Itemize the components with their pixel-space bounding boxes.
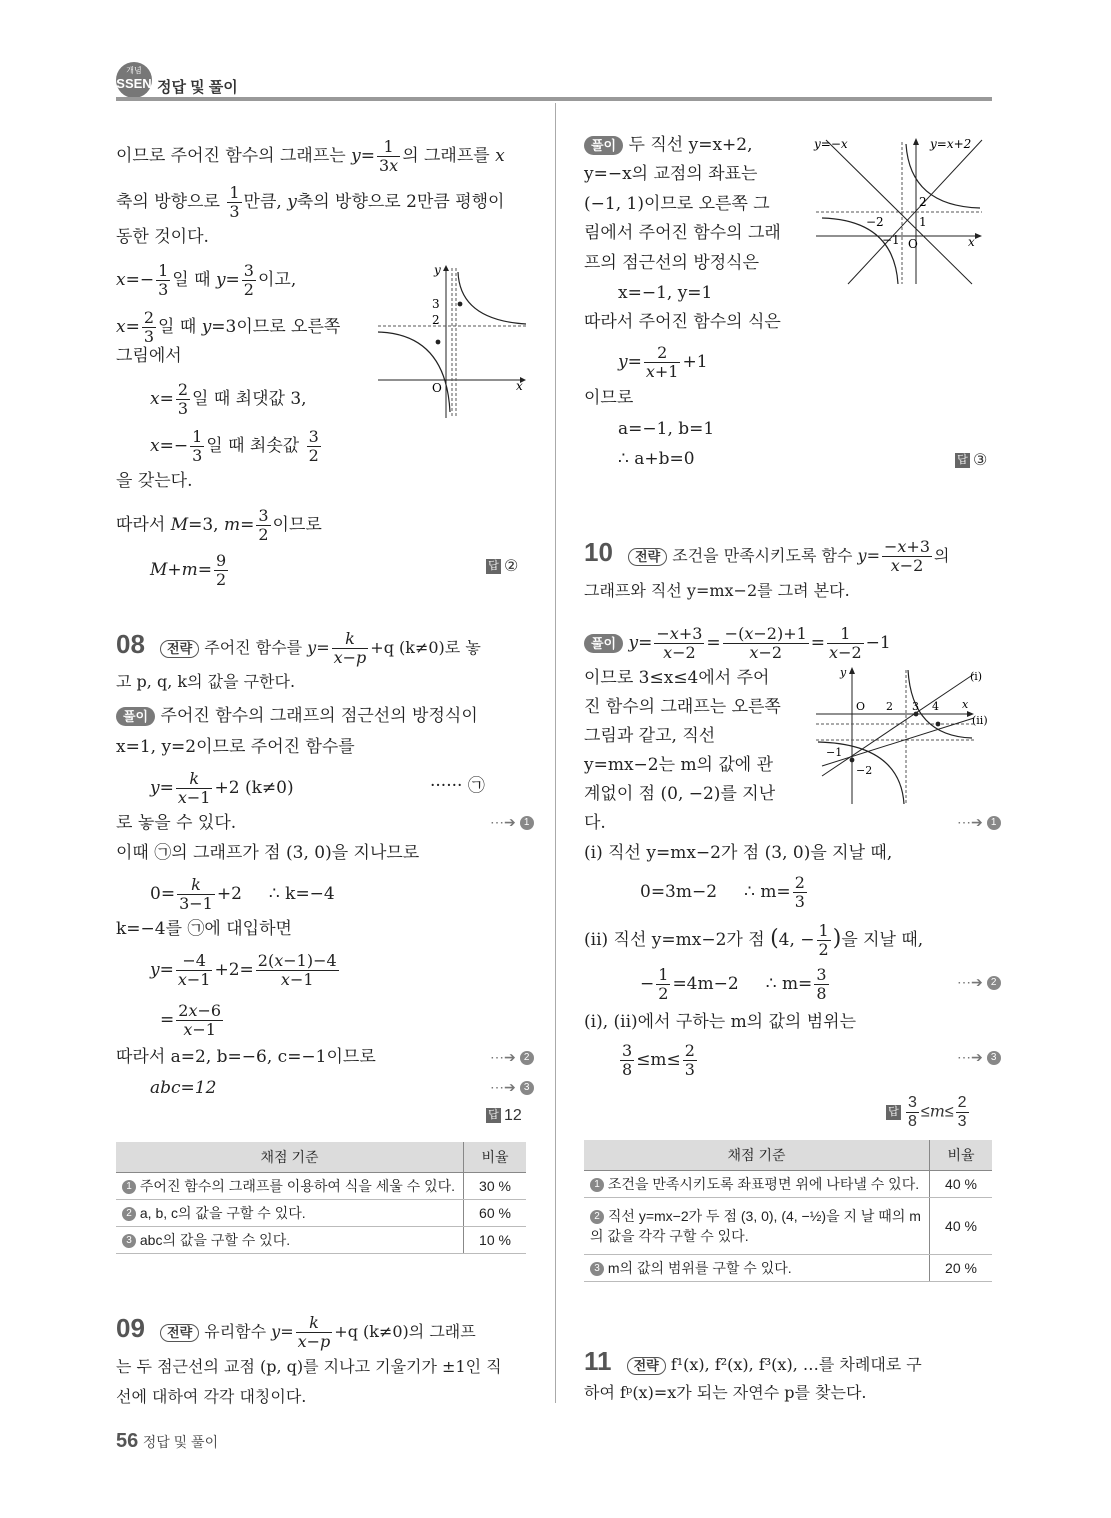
- header-rule: [116, 97, 992, 101]
- svg-text:2: 2: [886, 700, 893, 713]
- problem-09-number: 09: [116, 1313, 145, 1343]
- problem-10-sol-4: 그림과 같고, 직선: [584, 726, 716, 746]
- p09-sol-10: a=−1, b=1: [618, 419, 715, 439]
- problem-11-strategy-2: 하여 fᵖ(x)=x가 되는 자연수 p를 찾는다.: [584, 1383, 867, 1402]
- intro-line-9: 을 갖는다.: [116, 471, 193, 491]
- problem-08-label-a: ······ ㉠: [430, 776, 485, 796]
- intro-line-7: x= $\frac{2}{3}$ 일 때 최댓값 3,: [150, 380, 307, 418]
- score-head-ratio: 비율: [930, 1140, 993, 1171]
- p09-sol-3: (−1, 1)이므로 오른쪽 그: [584, 194, 770, 214]
- table-row: 1 조건을 만족시키도록 좌표평면 위에 나타낼 수 있다. 40 %: [584, 1171, 992, 1198]
- problem-10-case-2: (ii) 직선 y=mx−2가 점 (4, − $\frac{1}{2}$ )을 지날 때,: [584, 921, 924, 959]
- graph2-label-1: y=−x: [814, 137, 848, 151]
- step-2-marker: ⋯➔ 2: [490, 1049, 534, 1066]
- intro-line-10: 따라서 M=3, m= $\frac{3}{2}$ 이므로: [116, 506, 322, 544]
- footer-text: 정답 및 풀이: [142, 1434, 219, 1450]
- logo-small-text: 개념: [126, 66, 142, 75]
- problem-10-sol-5: y=mx−2는 m의 값에 관: [584, 755, 774, 775]
- p09-sol-11: ∴ a+b=0: [618, 449, 695, 469]
- problem-09-strategy-badge: 전략: [160, 1324, 199, 1342]
- graph2-label-2: y=x+2: [930, 137, 972, 151]
- p09-sol-1: 풀이 두 직선 y=x+2,: [584, 134, 753, 156]
- problem-10-sol-2: 이므로 3≤x≤4에서 주어: [584, 668, 770, 688]
- p09-sol-9: 이므로: [584, 388, 634, 408]
- svg-text:y: y: [840, 666, 847, 679]
- table-row: 2 직선 y=mx−2가 두 점 (3, 0), (4, −½)을 지 날 때의 m의 값을 각각 구할 수 있다. 40 %: [584, 1198, 992, 1255]
- p09-answer: 답 ③: [955, 450, 987, 470]
- problem-08-sol-3: y= $\frac{k}{x-1}$ +2 (k≠0): [150, 769, 294, 807]
- problem-10-case-3b: $\frac{3}{8}$ ≤m≤ $\frac{2}{3}$: [622, 1041, 695, 1079]
- problem-11-strategy-badge: 전략: [627, 1357, 666, 1375]
- svg-text:3: 3: [912, 700, 919, 713]
- problem-08-strategy-2: 고 p, q, k의 값을 구한다.: [116, 672, 296, 691]
- step-3-marker-b: ⋯➔ 3: [957, 1049, 1001, 1066]
- intro-line-4: x=− $\frac{1}{3}$ 일 때 y= $\frac{3}{2}$ 이고,: [116, 261, 297, 299]
- problem-11-header: 11 전략 f¹(x), f²(x), f³(x), …를 차례대로 구: [584, 1346, 922, 1376]
- problem-09-strategy-3: 선에 대하여 각각 대칭이다.: [116, 1387, 307, 1406]
- svg-text:−2: −2: [866, 215, 884, 229]
- svg-text:x: x: [516, 379, 523, 393]
- problem-08-sol-7: k=−4를 ㉠에 대입하면: [116, 919, 292, 939]
- score-head-ratio: 비율: [464, 1142, 527, 1173]
- problem-10-case-3: (i), (ii)에서 구하는 m의 값의 범위는: [584, 1012, 857, 1032]
- problem-11-number: 11: [584, 1346, 612, 1376]
- problem-10-answer: 답 $\frac{3}{8}$ ≤m≤ $\frac{2}{3}$: [886, 1094, 971, 1131]
- svg-text:O: O: [908, 237, 918, 251]
- intro-line-8: x=− $\frac{1}{3}$ 일 때 최솟값 $\frac{3}{2}$: [150, 427, 319, 465]
- graph-hyperbola-1: [376, 262, 532, 420]
- problem-08-strategy-badge: 전략: [160, 640, 199, 658]
- problem-08-sol-8: y= $\frac{-4}{x-1}$ +2= $\frac{2(x-1)-4}{x-1}$: [150, 951, 337, 989]
- svg-text:(ii): (ii): [972, 714, 988, 727]
- p09-sol-6: x=−1, y=1: [618, 283, 713, 303]
- svg-text:y: y: [434, 263, 441, 277]
- problem-09-strategy-2: 는 두 점근선의 교점 (p, q)를 지나고 기울기가 ±1인 직: [116, 1357, 502, 1376]
- header-logo: [116, 62, 152, 98]
- header-title: 정답 및 풀이: [157, 79, 238, 96]
- svg-text:2: 2: [919, 195, 927, 209]
- problem-10-sol-6: 계없이 점 (0, −2)를 지난: [584, 784, 776, 804]
- score-head-criteria: 채점 기준: [584, 1140, 930, 1171]
- problem-10-score-table: [584, 1140, 992, 1282]
- step-1-marker: ⋯➔ 1: [490, 814, 534, 831]
- problem-10-number: 10: [584, 537, 613, 567]
- step-1-marker-b: ⋯➔ 1: [957, 814, 1001, 831]
- intro-line-2: 축의 방향으로 $\frac{1}{3}$ 만큼, y축의 방향으로 2만큼 평행이: [116, 183, 505, 221]
- problem-08-score-table: [116, 1142, 526, 1254]
- problem-08-sol-1: 풀이 주어진 함수의 그래프의 점근선의 방정식이: [116, 705, 478, 727]
- svg-text:4: 4: [932, 700, 939, 713]
- problem-08-sol-11: abc=12: [150, 1078, 217, 1098]
- svg-text:x: x: [962, 698, 969, 711]
- problem-08-sol-5: 이때 ㉠의 그래프가 점 (3, 0)을 지나므로: [116, 843, 420, 863]
- p09-sol-5: 프의 점근선의 방정식은: [584, 253, 760, 273]
- problem-08-sol-4: 로 놓을 수 있다.: [116, 813, 237, 833]
- svg-text:x: x: [968, 235, 975, 249]
- logo-text: SSEN: [116, 76, 152, 91]
- intro-line-5: x= $\frac{2}{3}$ 일 때 y=3이므로 오른쪽: [116, 308, 341, 346]
- graph-hyperbola-3: [812, 666, 992, 806]
- problem-10-strategy-2: 그래프와 직선 y=mx−2를 그려 본다.: [584, 581, 850, 600]
- p09-sol-4: 림에서 주어진 함수의 그래: [584, 223, 781, 243]
- problem-08-sol-9: = $\frac{2x-6}{x-1}$: [160, 1001, 222, 1039]
- problem-10-case-2b: − $\frac{1}{2}$ =4m−2 ∴ m= $\frac{3}{8}$: [640, 965, 827, 1003]
- svg-text:−2: −2: [856, 764, 873, 777]
- column-divider: [555, 103, 556, 1403]
- problem-08-answer: 답 12: [486, 1107, 522, 1125]
- table-row: 3 m의 값의 범위를 구할 수 있다. 20 %: [584, 1255, 992, 1282]
- intro-line-1: 이므로 주어진 함수의 그래프는 y= $\frac{1}{3x}$ 의 그래프를 x: [116, 137, 505, 175]
- intro-line-3: 동한 것이다.: [116, 227, 209, 247]
- problem-08-header: 08 전략 주어진 함수를 y= $\frac{k}{x-p}$ +q (k≠0)로 놓: [116, 629, 481, 667]
- svg-text:1: 1: [919, 215, 927, 229]
- table-row: 1 주어진 함수의 그래프를 이용하여 식을 세울 수 있다. 30 %: [116, 1173, 526, 1200]
- graph-hyperbola-2: [812, 134, 992, 286]
- problem-10-sol-3: 진 함수의 그래프는 오른쪽: [584, 697, 781, 717]
- table-row: 3 abc의 값을 구할 수 있다. 10 %: [116, 1227, 526, 1254]
- problem-08-number: 08: [116, 629, 145, 659]
- p09-sol-2: y=−x의 교점의 좌표는: [584, 164, 758, 184]
- svg-text:2: 2: [432, 313, 440, 327]
- p09-sol-7: 따라서 주어진 함수의 식은: [584, 312, 781, 332]
- problem-08-sol-10: 따라서 a=2, b=−6, c=−1이므로: [116, 1047, 376, 1067]
- svg-text:O: O: [856, 700, 866, 713]
- intro-answer: 답 ②: [486, 556, 518, 576]
- footer: [116, 1430, 218, 1453]
- problem-08-sol-2: x=1, y=2이므로 주어진 함수를: [116, 737, 355, 757]
- problem-10-header: 10 전략 조건을 만족시키도록 함수 y= $\frac{-x+3}{x-2}$ 의: [584, 537, 950, 575]
- problem-10-sol-1: 풀이 y= $\frac{-x+3}{x-2}$ = $\frac{-(x-2)+1}{x-2}$ = $\frac{1}{x-2}$ −1: [584, 625, 891, 662]
- svg-text:−1: −1: [882, 233, 900, 247]
- problem-10-case-1b: 0=3m−2 ∴ m= $\frac{2}{3}$: [640, 873, 805, 911]
- svg-text:−1: −1: [826, 746, 843, 759]
- intro-line-6: 그림에서: [116, 346, 182, 366]
- svg-text:O: O: [432, 381, 442, 395]
- p09-sol-8: y= $\frac{2}{x+1}$ +1: [618, 343, 708, 381]
- svg-text:(i): (i): [970, 670, 983, 683]
- problem-08-sol-6: 0= $\frac{k}{3-1}$ +2 ∴ k=−4: [150, 875, 335, 913]
- problem-09-header: 09 전략 유리함수 y= $\frac{k}{x-p}$ +q (k≠0)의 그래프: [116, 1313, 476, 1351]
- intro-line-11: M+m= $\frac{9}{2}$: [150, 551, 227, 589]
- table-row: 2 a, b, c의 값을 구할 수 있다. 60 %: [116, 1200, 526, 1227]
- step-3-marker: ⋯➔ 3: [490, 1079, 534, 1096]
- score-head-criteria: 채점 기준: [116, 1142, 464, 1173]
- problem-10-strategy-badge: 전략: [628, 548, 667, 566]
- step-2-marker-b: ⋯➔ 2: [957, 974, 1001, 991]
- page-number: 56: [116, 1430, 139, 1452]
- svg-text:3: 3: [432, 297, 440, 311]
- problem-10-case-1: (i) 직선 y=mx−2가 점 (3, 0)을 지날 때,: [584, 843, 893, 863]
- problem-10-sol-7: 다.: [584, 813, 606, 833]
